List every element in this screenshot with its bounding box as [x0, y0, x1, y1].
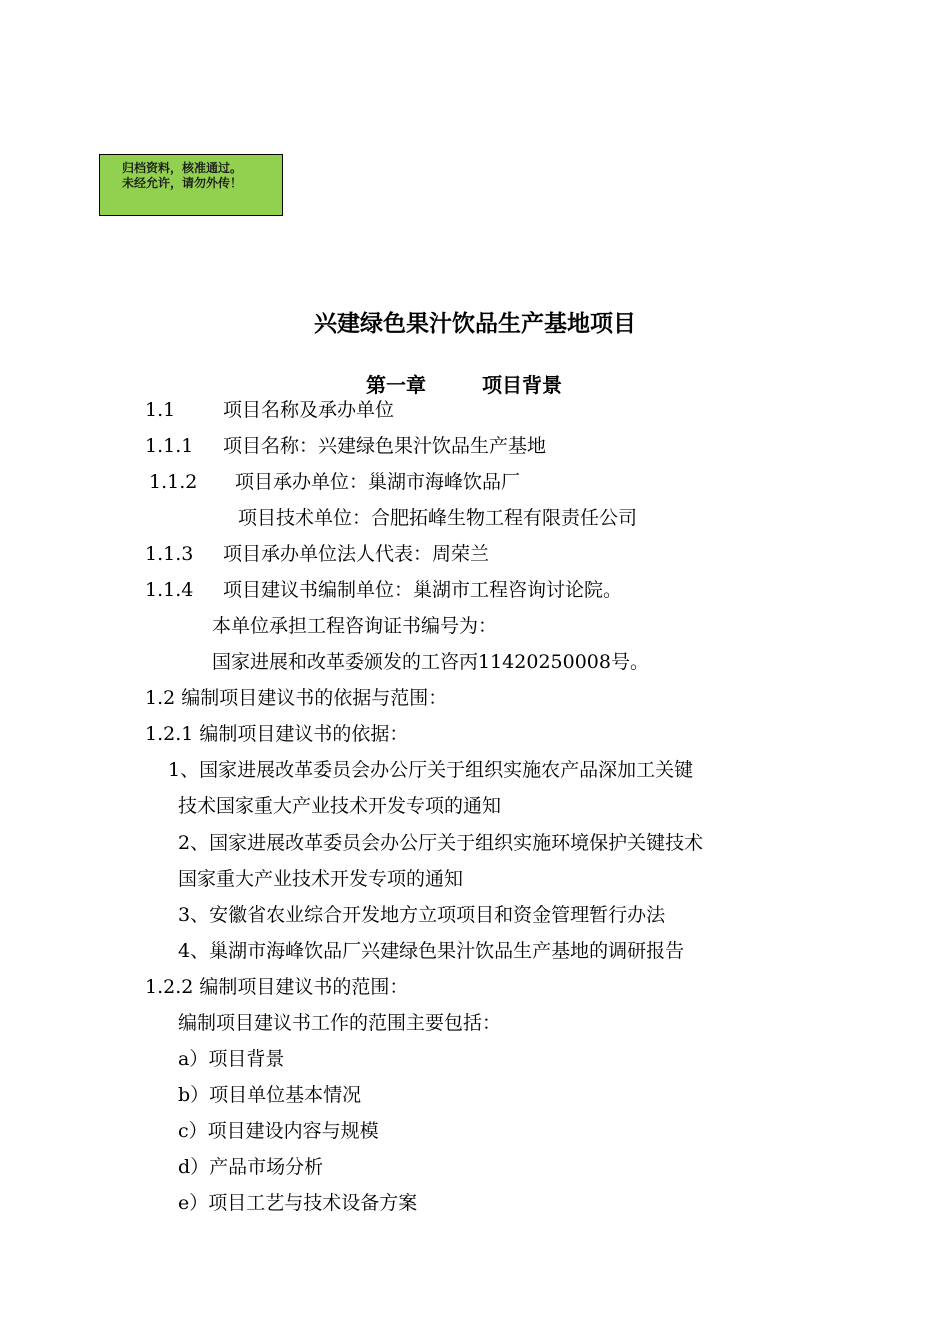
scope-item-c: c）项目建设内容与规模: [178, 1120, 379, 1142]
basis-item-2: 2、国家进展改革委员会办公厅关于组织实施环境保护关键技术: [178, 832, 704, 854]
scope-intro: 编制项目建议书工作的范围主要包括：: [178, 1012, 502, 1034]
scope-item-e: e）项目工艺与技术设备方案: [178, 1192, 418, 1214]
basis-item-1: 1、国家进展改革委员会办公厅关于组织实施农产品深加工关键: [168, 759, 694, 781]
section-1-1: [145, 396, 394, 424]
basis-item-4: 4、巢湖市海峰饮品厂兴建绿色果汁饮品生产基地的调研报告: [178, 940, 685, 962]
section-1-2-1: 1.2.1 编制项目建议书的依据：: [145, 723, 409, 745]
section-text: 项目名称及承办单位: [223, 399, 395, 421]
section-1-1-1: [145, 432, 546, 460]
section-1-1-3: [145, 540, 489, 568]
section-text: 项目建议书编制单位：巢湖市工程咨询讨论院。: [223, 579, 623, 601]
section-1-2: 1.2 编制项目建议书的依据与范围：: [145, 687, 448, 709]
certificate-number-line: 国家进展和改革委颁发的工咨丙11420250008号。: [212, 651, 649, 673]
section-number: 1.1.2: [149, 471, 198, 493]
stamp-line-1: 归档资料，核准通过。: [122, 161, 243, 175]
basis-item-1-cont: 技术国家重大产业技术开发专项的通知: [178, 795, 502, 817]
section-number: 1.1.4: [145, 579, 194, 601]
section-1-2-2: 1.2.2 编制项目建议书的范围：: [145, 976, 409, 998]
section-text: 项目名称：兴建绿色果汁饮品生产基地: [223, 435, 547, 457]
section-number: 1.1: [145, 399, 176, 421]
section-number: 1.1.3: [145, 543, 194, 565]
section-number: 1.1.1: [145, 435, 194, 457]
section-text: 项目承办单位法人代表：周荣兰: [223, 543, 490, 565]
certificate-line: 本单位承担工程咨询证书编号为：: [212, 615, 498, 637]
scope-item-d: d）产品市场分析: [178, 1156, 324, 1178]
section-text: 项目技术单位：合肥拓峰生物工程有限责任公司: [238, 507, 638, 529]
section-text: 项目承办单位：巢湖市海峰饮品厂: [235, 471, 521, 493]
chapter-heading: [366, 370, 562, 400]
stamp-line-2: 未经允许，请勿外传！: [122, 176, 243, 190]
scope-item-a: a）项目背景: [178, 1048, 285, 1070]
chapter-name: 项目背景: [482, 373, 562, 397]
tech-unit-line: [238, 504, 637, 532]
basis-item-3: 3、安徽省农业综合开发地方立项项目和资金管理暂行办法: [178, 904, 666, 926]
scope-item-b: b）项目单位基本情况: [178, 1084, 362, 1106]
section-1-1-4: [145, 576, 622, 604]
document-title: 兴建绿色果汁饮品生产基地项目: [314, 311, 636, 337]
section-1-1-2: [149, 468, 520, 496]
chapter-number: 第一章: [366, 373, 426, 397]
basis-item-2-cont: 国家重大产业技术开发专项的通知: [178, 868, 464, 890]
archive-stamp: [99, 154, 283, 216]
